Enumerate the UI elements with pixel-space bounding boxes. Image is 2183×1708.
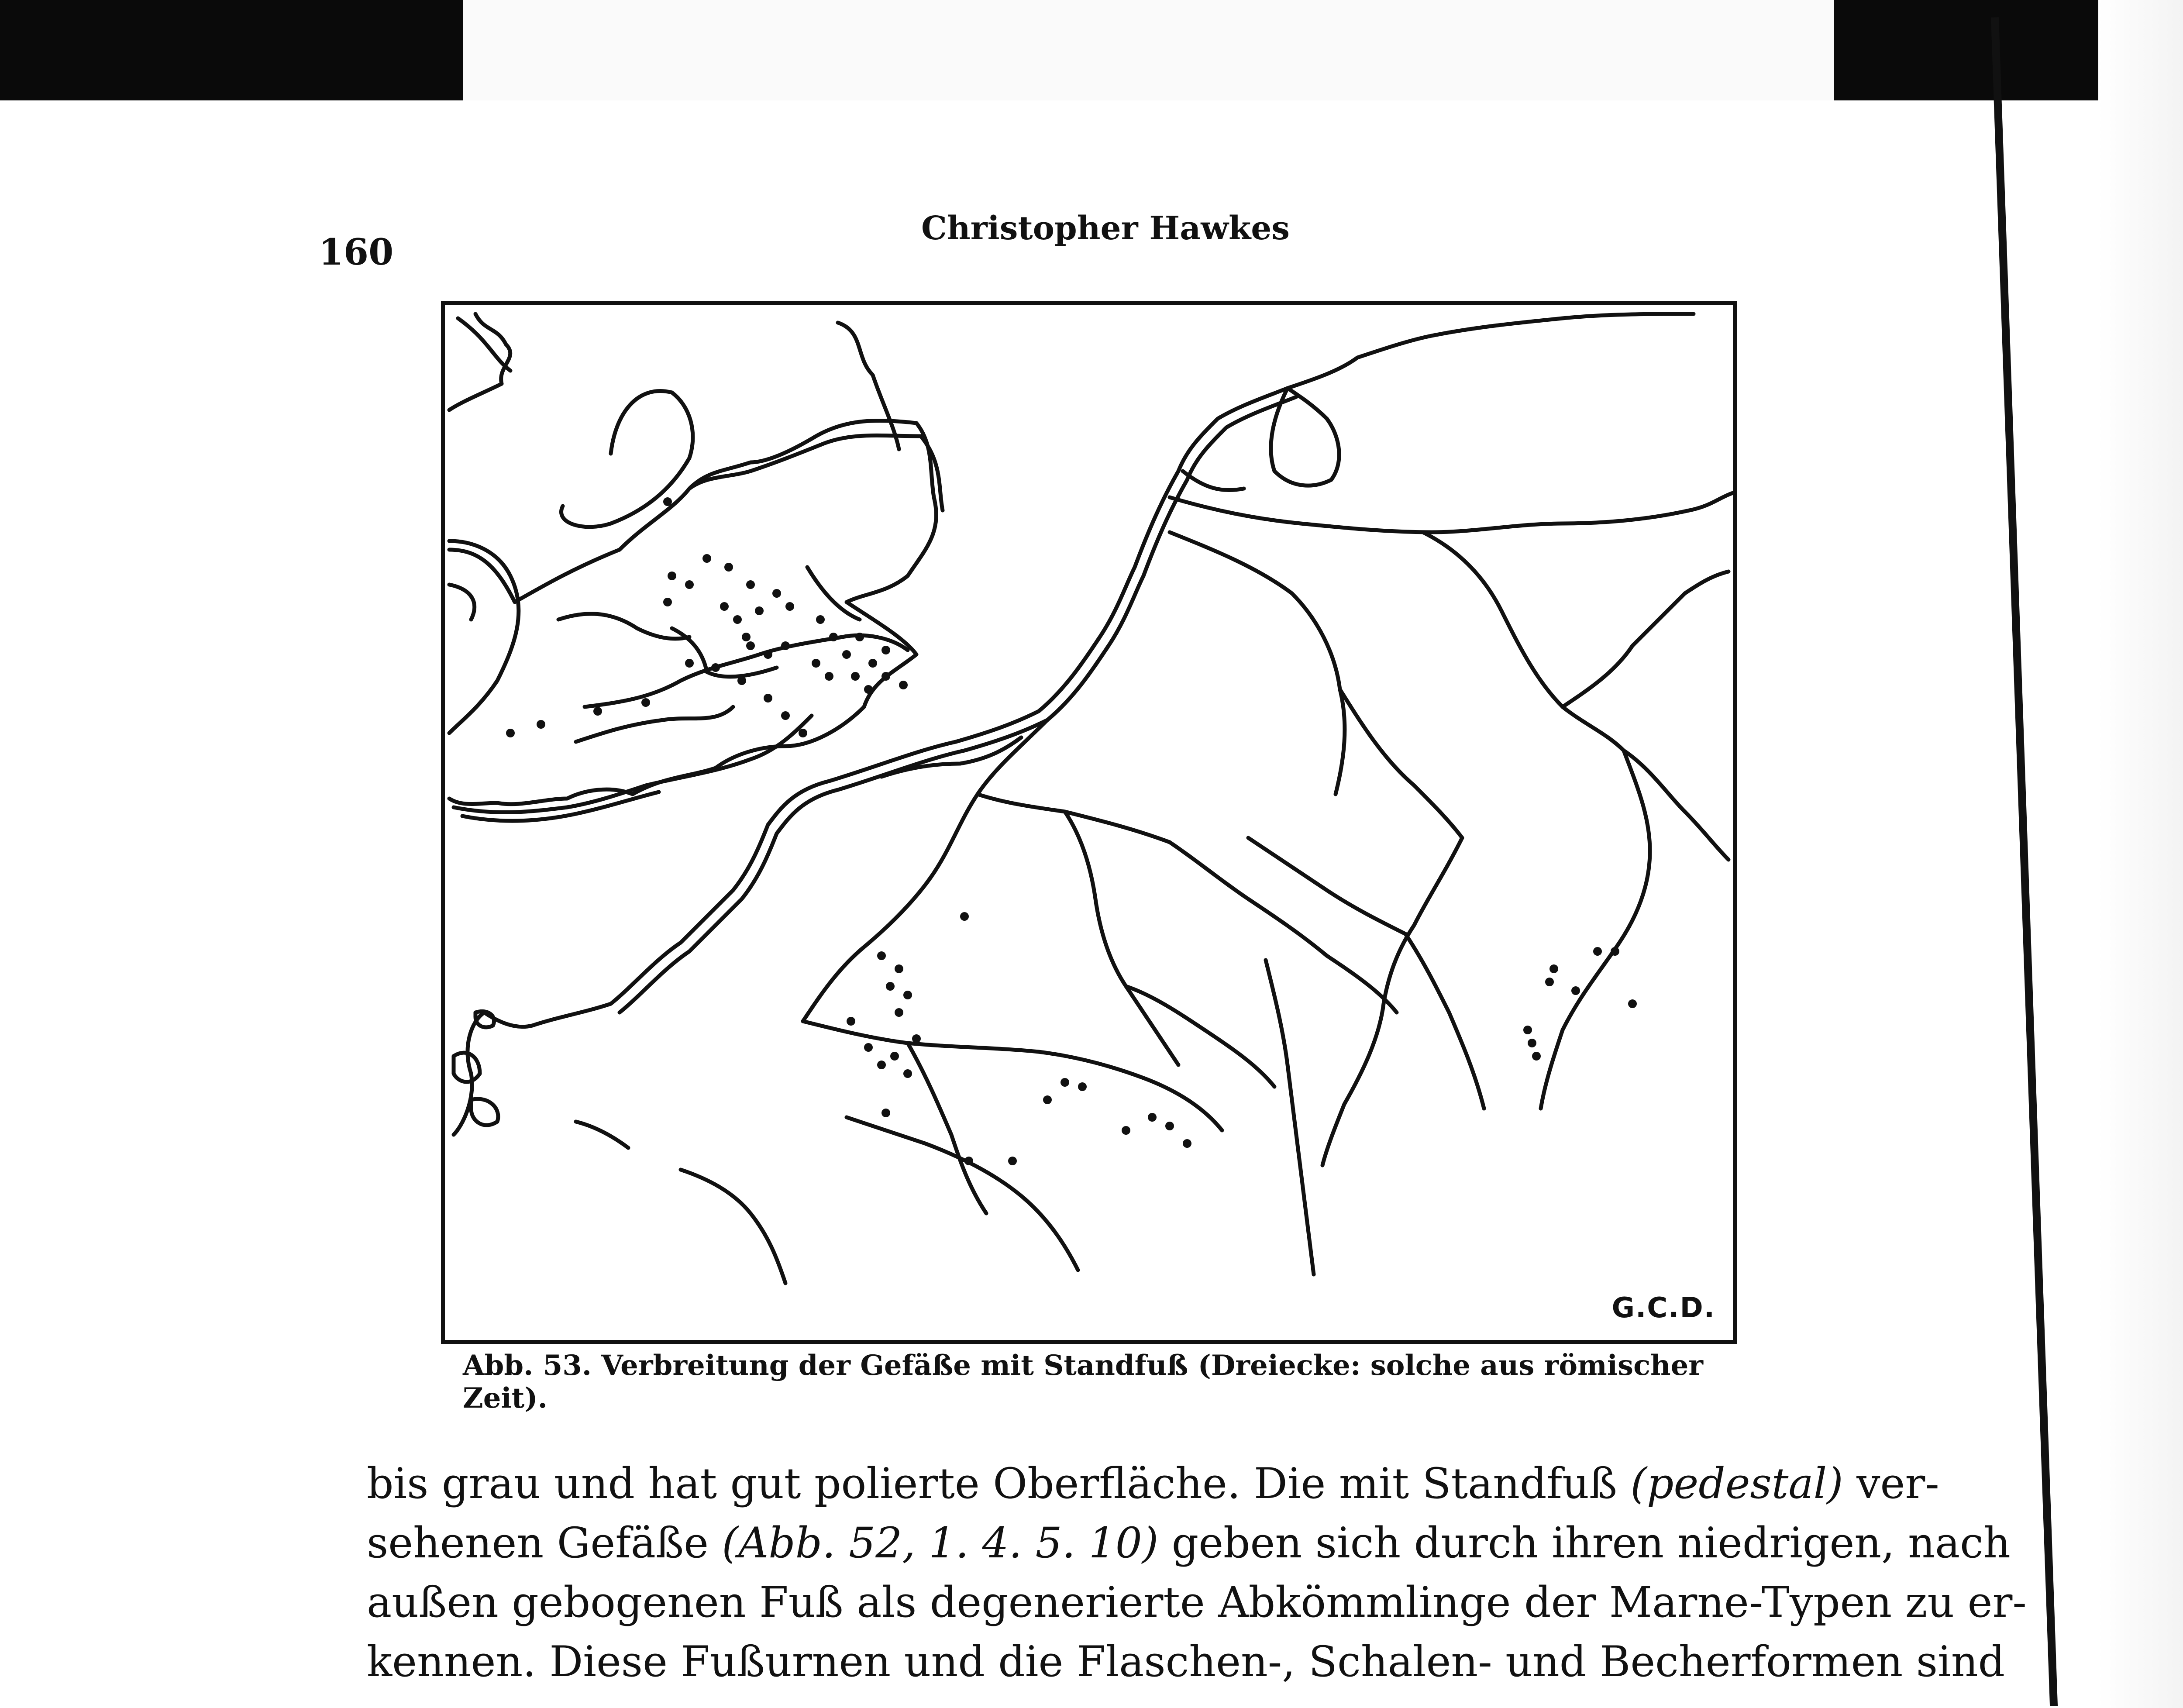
distribution-map bbox=[441, 301, 1737, 1344]
scan-right-edge bbox=[2098, 0, 2183, 1708]
body-line-1-italic: (pedestal) bbox=[1630, 1459, 1843, 1508]
running-head: Christopher Hawkes bbox=[921, 210, 1290, 247]
map-drawing bbox=[445, 305, 1733, 1340]
map-credit: G.C.D. bbox=[1611, 1292, 1715, 1324]
body-line-4: kennen. Diese Fußurnen und die Flaschen-, Schalen- und Becherformen sind bbox=[367, 1637, 2005, 1686]
body-text bbox=[367, 1454, 2027, 1691]
figure-caption: Abb. 53. Verbreitung der Gefäße mit Standfuß (Dreiecke: solche aus römischer Zeit). bbox=[463, 1349, 1703, 1415]
body-line-1-text: bis grau und hat gut polierte Oberfläche. Die mit Standfuß bbox=[367, 1459, 1631, 1508]
book-spine-shadow bbox=[1991, 17, 2058, 1706]
britain-coast bbox=[449, 314, 936, 804]
body-line-3: außen gebogenen Fuß als degenerierte Abkömmlinge der Marne-Typen zu er- bbox=[367, 1578, 2027, 1627]
body-line-2 bbox=[367, 1513, 2011, 1573]
body-line-2-end: geben sich durch ihren niedrigen, nach bbox=[1158, 1519, 2011, 1567]
page-number: 160 bbox=[319, 231, 394, 273]
body-line-2-italic: (Abb. 52, 1. 4. 5. 10) bbox=[722, 1519, 1159, 1567]
scan-top-gap bbox=[463, 0, 1834, 100]
body-line-2-text: sehenen Gefäße bbox=[367, 1519, 722, 1567]
body-line-1 bbox=[367, 1454, 1939, 1513]
body-line-1-end: ver- bbox=[1843, 1459, 1939, 1508]
continent-coast bbox=[768, 314, 1694, 825]
